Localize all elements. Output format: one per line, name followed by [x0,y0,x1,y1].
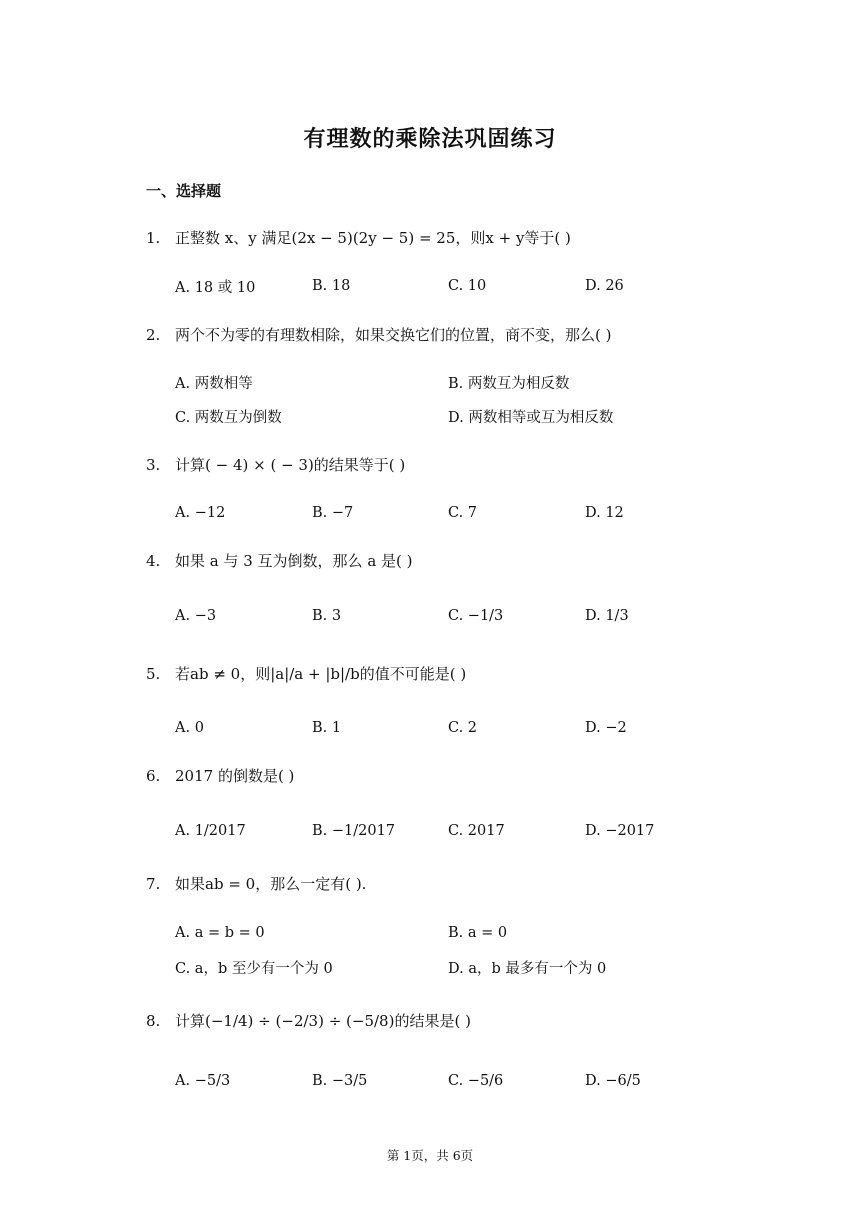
question-text: 正整数 x、y 满足(2x − 5)(2y − 5) = 25，则x + y等于( ) [175,229,571,247]
question-6-options [175,811,735,851]
option-c: C. 两数互为倒数 [175,409,282,426]
option-c: C. −1/3 [448,608,504,624]
option-a: A. 0 [175,720,204,736]
question-number: 2. [146,326,161,344]
question-2-options-row2 [175,405,735,427]
question-7-options-row1 [175,922,735,944]
question-number: 4. [146,552,161,570]
question-1 [146,228,571,248]
question-number: 6. [146,767,161,785]
option-b: B. 3 [312,608,342,624]
question-2-options-row1 [175,371,735,393]
option-d: D. 两数相等或互为相反数 [448,409,614,426]
question-number: 8. [146,1012,161,1030]
option-b: B. 1 [312,720,342,736]
option-d: D. 26 [585,278,624,294]
question-text: 如果 a 与 3 互为倒数，那么 a 是( ) [175,552,413,570]
option-b: B. −7 [312,505,354,521]
option-d: D. −2017 [585,823,655,839]
option-a: A. 两数相等 [175,375,253,392]
question-number: 7. [146,875,161,893]
option-c: C. 2 [448,720,478,736]
page-footer: 第 1页，共 6页 [386,1148,474,1163]
option-d: D. 12 [585,505,624,521]
question-7 [146,874,366,894]
question-2 [146,325,611,345]
page-title: 有理数的乘除法巩固练习 [303,126,557,152]
question-4-options [175,596,735,636]
question-4 [146,551,413,571]
option-a: A. −5/3 [175,1073,231,1089]
question-5 [146,664,466,684]
question-text: 若ab ≠ 0，则|a|/a + |b|/b的值不可能是( ) [175,665,467,683]
question-text: 如果ab = 0，那么一定有( ). [175,875,367,893]
option-d: D. −6/5 [585,1073,641,1089]
question-1-options [175,266,735,306]
option-d: D. −2 [585,720,627,736]
option-b: B. 两数互为相反数 [448,375,570,392]
question-text: 两个不为零的有理数相除，如果交换它们的位置，商不变，那么( ) [175,326,612,344]
option-b: B. a = 0 [448,925,508,941]
section-heading: 一、选择题 [146,182,222,200]
question-text: 计算(−1/4) ÷ (−2/3) ÷ (−5/8)的结果是( ) [175,1012,471,1030]
question-5-options [175,708,735,748]
option-c: C. 10 [448,278,487,294]
option-c: C. a，b 至少有一个为 0 [175,960,333,977]
option-a: A. −3 [175,608,217,624]
option-b: B. 18 [312,278,351,294]
question-text: 2017 的倒数是( ) [175,767,295,785]
question-7-options-row2 [175,956,735,978]
option-a: A. 1/2017 [175,823,246,839]
option-d: D. 1/3 [585,608,629,624]
option-a: A. a = b = 0 [175,925,265,941]
question-8 [146,1011,471,1031]
question-text: 计算( − 4) × ( − 3)的结果等于( ) [175,456,406,474]
option-b: B. −3/5 [312,1073,368,1089]
option-c: C. 7 [448,505,478,521]
option-a: A. −12 [175,505,226,521]
option-b: B. −1/2017 [312,823,396,839]
option-d: D. a，b 最多有一个为 0 [448,960,607,977]
question-number: 1. [146,229,161,247]
option-c: C. −5/6 [448,1073,504,1089]
option-c: C. 2017 [448,823,505,839]
option-a: A. 18 或 10 [175,279,256,296]
question-3 [146,455,405,475]
question-number: 5. [146,665,161,683]
question-number: 3. [146,456,161,474]
question-8-options [175,1061,735,1101]
question-3-options [175,493,735,533]
question-6 [146,766,294,786]
